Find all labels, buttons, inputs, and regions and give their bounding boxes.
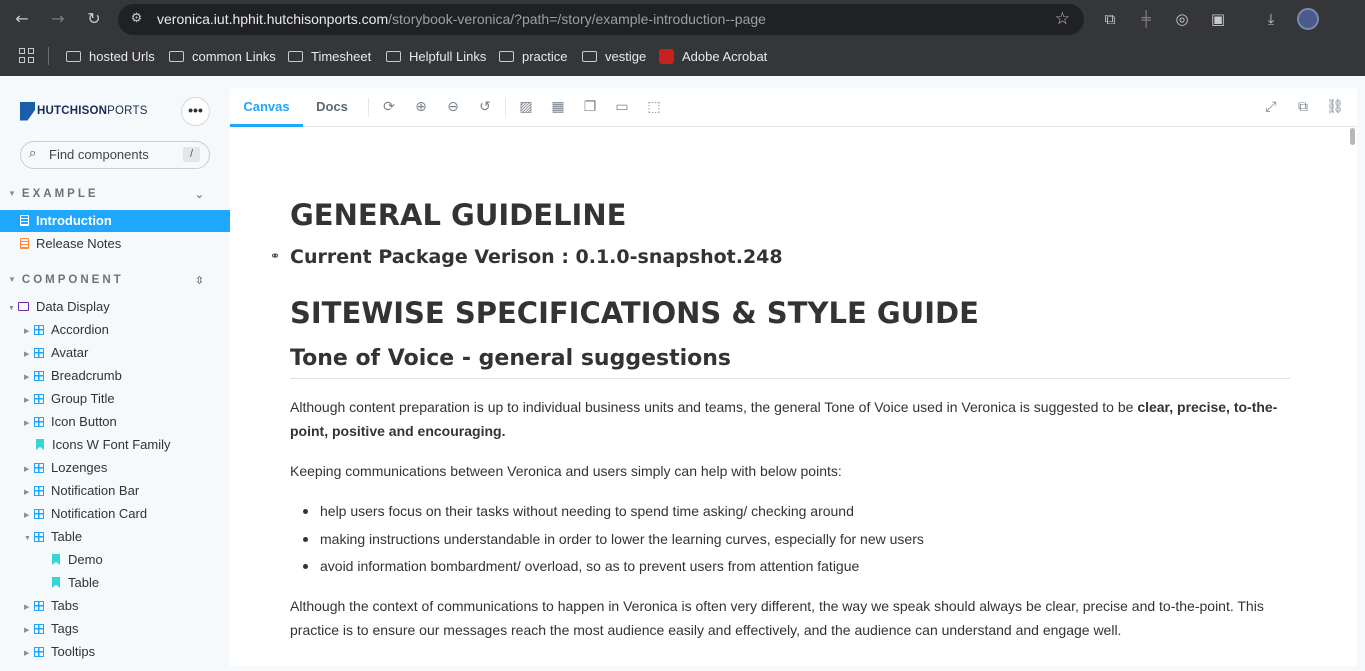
- component-icon: [34, 509, 44, 519]
- sidebar-item-accordion[interactable]: [0, 319, 230, 341]
- brand-mark-icon: [20, 102, 35, 121]
- forward-icon[interactable]: →: [51, 9, 65, 28]
- sitewise-heading: SITEWISE SPECIFICATIONS & STYLE GUIDE: [290, 296, 979, 330]
- bookmark-link[interactable]: [659, 47, 767, 67]
- component-icon: [34, 624, 44, 634]
- caret-right-icon: ▶: [24, 489, 30, 496]
- caret-right-icon: ▶: [24, 466, 30, 473]
- preview-panel: [230, 88, 1357, 666]
- copy-link-icon[interactable]: ⛓: [1326, 99, 1344, 115]
- sidebar-item-label: Notification Bar: [51, 483, 140, 498]
- section-component[interactable]: [8, 274, 222, 290]
- link-anchor-icon[interactable]: ⚭: [270, 249, 281, 263]
- component-icon: [34, 486, 44, 496]
- toolbar-divider: [505, 98, 506, 117]
- section-title: COMPONENT: [21, 274, 124, 286]
- download-icon[interactable]: ⤓: [1267, 10, 1275, 28]
- background-icon[interactable]: ▨: [519, 99, 533, 115]
- document-icon: [20, 215, 29, 226]
- url-text[interactable]: [157, 11, 766, 27]
- viewport-icon[interactable]: ▭: [615, 99, 629, 115]
- bookmark-folder[interactable]: [169, 47, 276, 67]
- sidebar-item-introduction[interactable]: [0, 210, 230, 232]
- zoom-in-icon[interactable]: ⊕: [415, 99, 427, 115]
- bookmark-star-icon[interactable]: ☆: [1054, 9, 1070, 29]
- paragraph-text: Although content preparation is up to individual business units and teams, the general Tone of Voice used in Veronica is suggested to be: [290, 399, 1138, 415]
- brand-name-light: PORTS: [107, 105, 148, 117]
- url-host: veronica.iut.hphit.hutchisonports.com: [157, 11, 389, 27]
- extension-icon[interactable]: ⧉: [1104, 10, 1116, 28]
- sidebar-item-icons-w-font-family[interactable]: [0, 434, 230, 456]
- bookmark-label: Helpfull Links: [409, 49, 487, 64]
- section-example[interactable]: [8, 188, 222, 204]
- sidebar-item-tabs[interactable]: [0, 595, 230, 617]
- caret-right-icon: ▶: [24, 397, 30, 404]
- caret-right-icon: ▶: [24, 627, 30, 634]
- sidebar-item-label: Icons W Font Family: [52, 437, 171, 452]
- caret-right-icon: ▶: [24, 374, 30, 381]
- folder-icon: [169, 51, 184, 62]
- component-icon: [34, 325, 44, 335]
- search-box[interactable]: [20, 141, 210, 169]
- list-item: help users focus on their tasks without needing to spend time asking/ checking around: [320, 499, 854, 523]
- sidebar-item-label: Accordion: [51, 322, 109, 337]
- browser-chrome: [0, 0, 1365, 76]
- expand-all-icon[interactable]: ⇳: [194, 274, 204, 287]
- sidebar-item-label: Release Notes: [36, 236, 122, 251]
- grid-icon[interactable]: ▦: [551, 99, 565, 115]
- page-title: GENERAL GUIDELINE: [290, 198, 627, 232]
- sidebar-item-data-display[interactable]: [0, 296, 230, 318]
- sidebar-item-label: Table: [68, 575, 100, 590]
- tone-of-voice-heading: Tone of Voice - general suggestions: [290, 346, 732, 371]
- story-bookmark-icon: [36, 439, 44, 450]
- component-icon: [34, 417, 44, 427]
- folder-icon: [499, 51, 514, 62]
- caret-down-icon: ▼: [8, 305, 15, 312]
- paragraph-context: Although the context of communications to happen in Veronica is often very different, the way we speak should always be clear, precise and to-the-point. This practice is to ensure our messages reach the most audience easily and effectively, and the audience can understand and engage well.: [290, 598, 1264, 638]
- heading-underline: [290, 378, 1290, 379]
- sidebar-item-label: Data Display: [36, 299, 110, 314]
- collapse-all-icon[interactable]: ⌄: [194, 188, 204, 201]
- component-icon: [34, 348, 44, 358]
- open-new-tab-icon[interactable]: ⧉: [1298, 99, 1308, 115]
- section-title: EXAMPLE: [21, 188, 99, 200]
- reload-icon[interactable]: ↻: [87, 9, 101, 28]
- remount-icon[interactable]: ⟳: [383, 99, 395, 115]
- folder-icon: [582, 51, 597, 62]
- search-shortcut-key: /: [183, 147, 200, 162]
- component-icon: [34, 647, 44, 657]
- brand-logo[interactable]: [20, 100, 148, 122]
- theme-icon[interactable]: ❐: [583, 99, 597, 115]
- address-bar[interactable]: [118, 4, 1084, 35]
- bookmark-folder[interactable]: [288, 47, 371, 67]
- caret-down-icon: ▼: [24, 535, 31, 542]
- bookmark-label: practice: [522, 49, 568, 64]
- sidebar-item-release-notes[interactable]: [0, 233, 230, 255]
- sidebar-item-avatar[interactable]: [0, 342, 230, 364]
- caret-right-icon: ▶: [24, 604, 30, 611]
- sidebar-item-label: Breadcrumb: [51, 368, 122, 383]
- zoom-out-icon[interactable]: ⊖: [447, 99, 459, 115]
- bookmark-folder[interactable]: [499, 47, 568, 67]
- sidebar-item-label: Notification Card: [51, 506, 148, 521]
- sidebar-item-label: Tabs: [51, 598, 79, 613]
- browser-toolbar: [0, 0, 1365, 38]
- sidebar-item-lozenges[interactable]: [0, 457, 230, 479]
- tab-canvas[interactable]: Canvas: [230, 88, 303, 127]
- sidebar-item-label: Introduction: [36, 213, 112, 228]
- bookmark-label: hosted Urls: [89, 49, 155, 64]
- bookmark-label: vestige: [605, 49, 647, 64]
- list-item: avoid information bombardment/ overload, so as to prevent users from attention fatigue: [320, 554, 859, 578]
- package-version-text: Current Package Verison : 0.1.0-snapshot.248: [290, 246, 783, 268]
- split-icon[interactable]: ╪: [1141, 10, 1151, 28]
- back-icon[interactable]: ←: [15, 9, 29, 28]
- site-info-icon[interactable]: ⚙: [130, 11, 143, 26]
- component-icon: [34, 532, 44, 542]
- sidebar-item-group-title[interactable]: [0, 388, 230, 410]
- outline-icon[interactable]: ⬚: [647, 99, 661, 115]
- component-icon: [34, 463, 44, 473]
- paragraph-emphasis: clear, precise, to-the-point, positive and encouraging.: [290, 399, 1278, 439]
- brand-name: [37, 105, 148, 117]
- bookmark-label: Adobe Acrobat: [682, 49, 768, 64]
- story-bookmark-icon: [52, 577, 60, 588]
- sidebar-item-label: Table: [51, 529, 83, 544]
- target-extension-icon[interactable]: ◎: [1175, 10, 1189, 28]
- sidebar-item-tags[interactable]: [0, 618, 230, 640]
- more-options-button[interactable]: •••: [181, 97, 210, 126]
- caret-right-icon: ▶: [24, 328, 30, 335]
- folder-icon: [288, 51, 303, 62]
- bookmark-folder[interactable]: [386, 47, 486, 67]
- component-icon: [34, 394, 44, 404]
- scrollbar[interactable]: [1350, 128, 1355, 145]
- bookmark-label: common Links: [192, 49, 276, 64]
- brand-name-bold: HUTCHISON: [37, 105, 108, 117]
- sidebar-item-icon-button[interactable]: [0, 411, 230, 433]
- sidebar-item-breadcrumb[interactable]: [0, 365, 230, 387]
- caret-right-icon: ▶: [24, 351, 30, 358]
- storybook-sidebar: [0, 76, 230, 671]
- sidebar-item-table-table[interactable]: [0, 572, 230, 594]
- caret-right-icon: ▶: [24, 420, 30, 427]
- list-item: making instructions understandable in order to lower the learning curves, especially for new users: [320, 527, 924, 551]
- sidebar-item-label: Group Title: [51, 391, 115, 406]
- sidebar-item-table-demo[interactable]: [0, 549, 230, 571]
- sidebar-item-label: Tooltips: [51, 644, 96, 659]
- sidebar-item-label: Avatar: [51, 345, 89, 360]
- fullscreen-icon[interactable]: ⤢: [1265, 99, 1277, 115]
- bookmark-folder[interactable]: [66, 47, 155, 67]
- folder-icon: [66, 51, 81, 62]
- bookmark-folder[interactable]: [582, 47, 646, 67]
- extensions-puzzle-icon[interactable]: ▣: [1210, 10, 1226, 28]
- caret-down-icon: ▼: [8, 275, 16, 284]
- caret-right-icon: ▶: [24, 512, 30, 519]
- sidebar-item-label: Lozenges: [51, 460, 108, 475]
- sidebar-item-tooltips[interactable]: [0, 641, 230, 663]
- bookmark-label: Timesheet: [311, 49, 372, 64]
- paragraph-intro: [290, 395, 1290, 443]
- paragraph-keeping: Keeping communications between Veronica and users simply can help with below points:: [290, 463, 842, 479]
- story-bookmark-icon: [52, 554, 60, 565]
- adobe-acrobat-icon: [659, 49, 674, 64]
- sidebar-item-label: Icon Button: [51, 414, 117, 429]
- sidebar-item-notification-bar[interactable]: [0, 480, 230, 502]
- preview-toolbar: [230, 88, 1357, 127]
- sidebar-item-table[interactable]: [0, 526, 230, 548]
- sidebar-item-label: Tags: [51, 621, 79, 636]
- sidebar-item-notification-card[interactable]: [0, 503, 230, 525]
- bookmarks-bar: [0, 38, 1365, 76]
- toolbar-divider: [368, 98, 369, 117]
- folder-icon: [386, 51, 401, 62]
- package-version-heading: [270, 246, 783, 268]
- folder-icon: [18, 302, 29, 311]
- search-icon: ⌕: [29, 146, 37, 161]
- search-input[interactable]: [49, 147, 179, 162]
- tab-docs[interactable]: Docs: [316, 99, 348, 114]
- caret-right-icon: ▶: [24, 650, 30, 657]
- component-icon: [34, 601, 44, 611]
- profile-avatar[interactable]: [1297, 8, 1319, 30]
- sidebar-item-label: Demo: [68, 552, 103, 567]
- caret-down-icon: ▼: [8, 189, 16, 198]
- zoom-reset-icon[interactable]: ↺: [479, 99, 491, 115]
- component-icon: [34, 371, 44, 381]
- url-path: /storybook-veronica/?path=/story/example-introduction--page: [388, 11, 766, 27]
- document-icon: [20, 238, 29, 249]
